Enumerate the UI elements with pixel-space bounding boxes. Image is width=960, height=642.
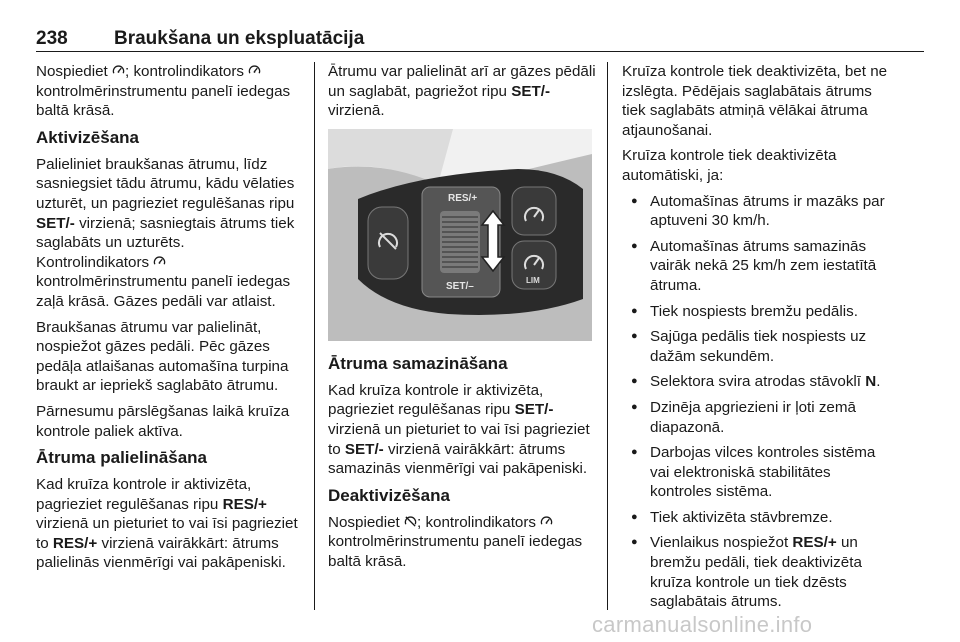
list-item: ● Sajūga pedālis tiek nospiests uz dažām sekundēm.: [622, 327, 890, 366]
list-item: ● Dzinēja apgriezieni ir ļoti zemā diapazonā.: [622, 398, 890, 437]
paragraph-decrease: Kad kruīza kontrole ir aktivizēta, pagrieziet regulēšanas ripu SET/- virzienā un pieturiet to vai īsi pagrieziet to SET/- virzienā vairākkārt: ātrums samazinās vienmērīgi vai pakāpeniski.: [328, 381, 590, 478]
column-divider-1: [314, 62, 315, 610]
column-1: [36, 62, 300, 579]
watermark: carmanualsonline.info: [592, 612, 813, 637]
list-item: ● Tiek nospiests bremžu pedālis.: [622, 302, 890, 322]
list-item: ● Automašīnas ātrums ir mazāks par aptuveni 30 km/h.: [622, 192, 890, 231]
deactivation-conditions-list: [622, 192, 890, 612]
list-item: ● Automašīnas ātrums samazinās vairāk nekā 25 km/h zem iestatītā ātruma.: [622, 237, 890, 296]
list-item: ● Selektora svira atrodas stāvoklī N.: [622, 372, 890, 392]
heading-decrease-speed: Ātruma samazināšana: [328, 353, 508, 373]
column-divider-2: [607, 62, 608, 610]
paragraph-activation: Palieliniet braukšanas ātrumu, līdz sasniegsiet tādu ātrumu, kādu vēlaties uzturēt, un pagrieziet regulēšanas ripu SET/- virzienā; sasniegtais ātrums tiek saglabāts un uzturēts. Kontrolindikators kontrolmērinstrumentu panelī iedegas zaļā krāsā. Gāzes pedāli var atlaist.: [36, 155, 295, 310]
cruise-control-indicator-icon: [153, 255, 166, 268]
paragraph-intro: Nospiediet ; kontrolindikators kontrolmērinstrumentu panelī iedegas baltā krāsā.: [36, 63, 291, 120]
page-header: [36, 26, 924, 50]
paragraph-deactivated-memory: Kruīza kontrole tiek deaktivizēta, bet ne izslēgta. Pēdējais saglabātais ātrums tiek saglabāts atmiņā vēlākai ātruma atjaunošanai.: [622, 63, 888, 139]
paragraph-gear-shift: Pārnesumu pārslēgšanas laikā kruīza kontrole paliek aktīva.: [36, 402, 290, 440]
page-number: 238: [36, 28, 68, 49]
cruise-control-indicator-icon: [540, 515, 553, 528]
heading-deactivation: Deaktivizēšana: [328, 485, 450, 505]
list-item: ● Tiek aktivizēta stāvbremze.: [622, 508, 890, 528]
heading-increase-speed: Ātruma palielināšana: [36, 448, 208, 468]
header-rule: [36, 51, 924, 52]
paragraph-deactivation: Nospiediet ; kontrolindikators kontrolmērinstrumentu panelī iedegas baltā krāsā.: [328, 513, 583, 570]
paragraph-accelerator-set: Ātrumu var palielināt arī ar gāzes pēdāli un saglabāt, pagriežot ripu SET/- virzienā.: [328, 63, 596, 120]
column-2: [328, 62, 596, 578]
cruise-control-indicator-icon: [248, 64, 261, 77]
list-item: ● Darbojas vilces kontroles sistēma vai elektroniskā stabilitātes kontroles sistēma.: [622, 443, 890, 502]
paragraph-auto-deactivation: Kruīza kontrole tiek deaktivizēta automātiski, ja:: [622, 147, 837, 184]
paragraph-accelerate: Braukšanas ātrumu var palielināt, nospiežot gāzes pedāli. Pēc gāzes pedāļa atlaišanas automašīna turpina braukt ar iepriekš saglabāto ātrumu.: [36, 318, 289, 395]
paragraph-increase: Kad kruīza kontrole ir aktivizēta, pagrieziet regulēšanas ripu RES/+ virzienā un pieturiet to vai īsi pagrieziet to RES/+ virzienā vairākkārt: ātrums palielinās vienmērīgi vai pakāpeniski.: [36, 476, 298, 572]
heading-activation: Aktivizēšana: [36, 127, 139, 147]
figure-label-res: RES/+: [448, 192, 478, 204]
figure-label-lim: LIM: [526, 275, 540, 285]
figure-label-set: SET/–: [446, 280, 474, 292]
cruise-control-icon: [112, 64, 125, 77]
page-title: Braukšana un ekspluatācija: [114, 28, 365, 49]
list-item: ● Vienlaikus nospiežot RES/+ un bremžu pedāli, tiek deaktivizēta kruīza kontrole un tiek dzēsts saglabātais ātrums.: [622, 533, 890, 611]
column-3: [622, 62, 890, 618]
steering-wheel-controls-figure: [328, 129, 592, 341]
cruise-off-icon: [404, 515, 417, 528]
